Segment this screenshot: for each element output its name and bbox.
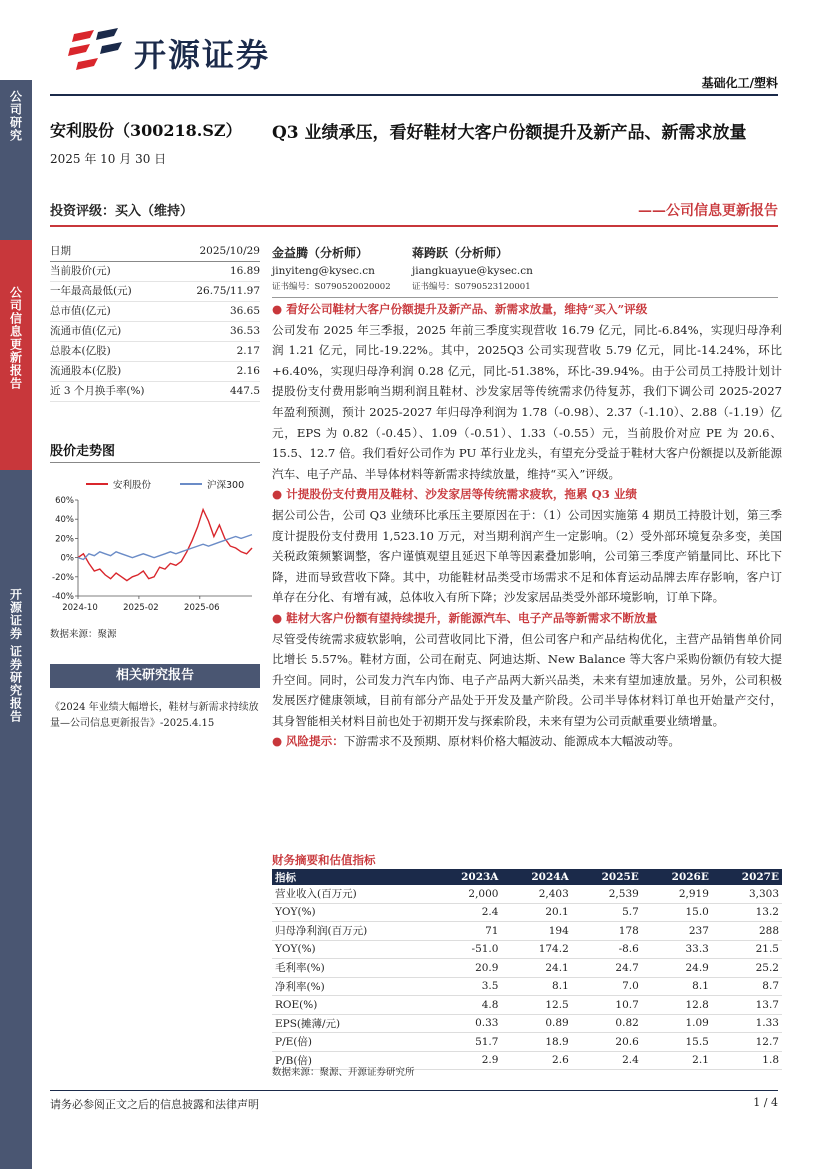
side-band-middle: 公司信息更新报告 <box>0 240 32 470</box>
analyst-1 <box>272 244 391 292</box>
table-cell: P/B(倍) <box>272 1051 431 1070</box>
table-row <box>272 1014 782 1033</box>
table-cell: 51.7 <box>431 1033 501 1052</box>
info-value: 447.5 <box>229 385 260 397</box>
series-line-沪深300 <box>78 535 252 560</box>
y-tick-label: -20% <box>52 572 74 583</box>
report-subtitle: ——公司信息更新报告 <box>638 203 778 219</box>
table-cell: 15.0 <box>642 903 712 922</box>
table-row <box>272 1033 782 1052</box>
industry-label: 基础化工/塑料 <box>701 76 778 90</box>
table-cell: 12.7 <box>712 1033 782 1052</box>
info-label: 当前股价(元) <box>50 265 111 277</box>
info-row <box>50 282 260 302</box>
info-row <box>50 322 260 342</box>
side-band-bottom: 开源证券 证券研究报告 <box>0 470 32 1169</box>
info-label: 一年最高最低(元) <box>50 285 132 297</box>
table-cell: 营业收入(百万元) <box>272 885 431 903</box>
section-heading: ● 鞋材大客户份额有望持续提升，新能源汽车、电子产品等新需求不断放量 <box>272 610 658 625</box>
table-row <box>272 996 782 1015</box>
table-cell: 净利率(%) <box>272 977 431 996</box>
table-cell: P/E(倍) <box>272 1033 431 1052</box>
financials-table <box>272 869 782 1070</box>
table-cell: 237 <box>642 922 712 941</box>
financials-title: 财务摘要和估值指标 <box>272 853 376 867</box>
table-cell: 3,303 <box>712 885 782 903</box>
analyst-divider <box>272 297 778 298</box>
table-cell: 178 <box>572 922 642 941</box>
table-cell: 8.7 <box>712 977 782 996</box>
header-divider <box>50 94 778 96</box>
info-label: 总市值(亿元) <box>50 305 111 317</box>
table-cell: 4.8 <box>431 996 501 1015</box>
table-cell: 24.9 <box>642 959 712 978</box>
table-cell: 2,919 <box>642 885 712 903</box>
table-cell: 2.9 <box>431 1051 501 1070</box>
info-label: 近 3 个月换手率(%) <box>50 385 145 397</box>
table-cell: 8.1 <box>642 977 712 996</box>
financials-source: 数据来源：聚源、开源证券研究所 <box>272 1067 415 1078</box>
table-cell: 24.1 <box>501 959 571 978</box>
table-row <box>272 903 782 922</box>
report-title: Q3 业绩承压，看好鞋材大客户份额提升及新产品、新需求放量 <box>272 123 747 143</box>
table-cell: 0.82 <box>572 1014 642 1033</box>
table-cell: 194 <box>501 922 571 941</box>
price-trend-chart <box>50 474 262 620</box>
table-cell: 12.5 <box>501 996 571 1015</box>
info-value: 2.16 <box>236 365 260 377</box>
legend-label: 沪深300 <box>207 480 245 491</box>
x-tick-label: 2025-02 <box>123 603 159 613</box>
table-cell: 1.8 <box>712 1051 782 1070</box>
table-cell: 2.1 <box>642 1051 712 1070</box>
footer-divider <box>50 1090 778 1091</box>
report-date: 2025 年 10 月 30 日 <box>50 152 167 166</box>
chart-source: 数据来源：聚源 <box>50 629 117 640</box>
page-number: 1 / 4 <box>753 1096 778 1109</box>
table-cell: 20.1 <box>501 903 571 922</box>
column-header: 2024A <box>501 869 571 885</box>
trend-title: 股价走势图 <box>50 444 116 459</box>
info-label: 总股本(亿股) <box>50 345 111 357</box>
table-cell: 33.3 <box>642 940 712 959</box>
y-tick-label: 20% <box>55 534 74 545</box>
column-header: 指标 <box>272 869 431 885</box>
y-tick-label: -40% <box>52 592 74 602</box>
analyst-cert: 证书编号：S0790520020002 <box>272 282 391 292</box>
legend-label: 安利股份 <box>113 480 152 491</box>
section-heading: ● 计提股份支付费用及鞋材、沙发家居等传统需求疲软，拖累 Q3 业绩 <box>272 487 638 502</box>
x-tick-label: 2024-10 <box>62 603 98 613</box>
y-tick-label: 0% <box>60 553 74 564</box>
logo-icon <box>68 28 126 72</box>
section-text: 公司发布 2025 年三季报，2025 年前三季度实现营收 16.79 亿元，同比-6.84%，实现归母净利润 1.21 亿元，同比-19.22%。其中，2025Q3 公司实现营收 5.79 亿元，同比-14.24%，环比+6.40%，实现归母净利润 0.28 亿元，同比-51.38%，环比-39.94%。由于公司员工持股计划计提股份支付费用影响当期利润且鞋材、沙发家居等传统需求仍待复苏，我们下调公司 2025-2027 年盈利预测，预计 2025-2027 年归母净利润为 1.78（-0.98）、2.37（-1.10）、2.88（-1.19）亿元，EPS 为 0.82（-0.45）、1.09（-0.51）、1.33（-0.55）元，当前股价对应 PE 为 20.6、15.5、12.7 倍。我们看好公司作为 PU 革行业龙头，有望充分受益于鞋材大客户份额提以及新能源汽车、电子产品、半导体材料等新需求持续放量，维持“买入”评级。 <box>272 322 782 481</box>
table-cell: 2,539 <box>572 885 642 903</box>
table-cell: 174.2 <box>501 940 571 959</box>
table-cell: -51.0 <box>431 940 501 959</box>
table-cell: -8.6 <box>572 940 642 959</box>
table-cell: EPS(摊薄/元) <box>272 1014 431 1033</box>
x-tick-label: 2025-06 <box>184 603 220 613</box>
table-cell: ROE(%) <box>272 996 431 1015</box>
related-report-item[interactable]: 《2024 年业绩大幅增长，鞋材与新需求持续放量—公司信息更新报告》-2025.4.15 <box>50 702 259 729</box>
table-row <box>272 959 782 978</box>
column-header: 2027E <box>712 869 782 885</box>
info-row <box>50 302 260 322</box>
info-label: 流通市值(亿元) <box>50 325 122 337</box>
table-cell: 12.8 <box>642 996 712 1015</box>
table-cell: 13.7 <box>712 996 782 1015</box>
risk-note: ● 风险提示：下游需求不及预期、原材料价格大幅波动、能源成本大幅波动等。 <box>272 734 681 749</box>
analyst-cert: 证书编号：S0790523120001 <box>412 282 531 292</box>
section-heading: ● 看好公司鞋材大客户份额提升及新产品、新需求放量，维持“买入”评级 <box>272 302 648 316</box>
table-cell: 毛利率(%) <box>272 959 431 978</box>
info-row <box>50 242 260 262</box>
investment-rating: 投资评级：买入（维持） <box>50 204 194 219</box>
table-cell: 2,000 <box>431 885 501 903</box>
y-tick-label: 60% <box>55 496 74 506</box>
analyst-name: 金益腾（分析师） <box>272 246 369 260</box>
table-cell: 10.7 <box>572 996 642 1015</box>
column-header: 2026E <box>642 869 712 885</box>
logo-text: 开源证券 <box>134 36 271 74</box>
column-header: 2025E <box>572 869 642 885</box>
section-text: 尽管受传统需求疲软影响，公司营收同比下滑，但公司客户和产品结构优化，主营产品销售单价同比增长 5.57%。鞋材方面，公司在耐克、阿迪达斯、New Balance 等大客户采购份额仍有较大提升空间。同时，公司发力汽车内饰、电子产品两大新兴品类，未来有望加速放量。另外，公司积极发展医疗健康领域，目前有部分产品处于开发及量产阶段。公司半导体材料订单也开始量产交付，其身智能相关材料目前也处于初期开发与探索阶段，未来有望为公司贡献重要业绩增量。 <box>272 631 782 728</box>
table-cell: 2,403 <box>501 885 571 903</box>
table-cell: 20.9 <box>431 959 501 978</box>
table-cell: 2.4 <box>431 903 501 922</box>
info-row <box>50 382 260 402</box>
info-row <box>50 362 260 382</box>
table-cell: 71 <box>431 922 501 941</box>
table-row <box>272 977 782 996</box>
section-text: 据公司公告，公司 Q3 业绩环比承压主要原因在于：（1）公司因实施第 4 期员工持股计划，第三季度计提股份支付费用 1,523.10 万元，对当期利润产生一定影响。（2）受外部环境复杂多变，美国关税政策频繁调整，客户谨慎观望且延迟下单等因素叠加影响，公司第三季度产销量同比、环比下降，进而导致营收下降。其中，功能鞋材品类受市场需求不足和体育运动品牌去库存影响，客户订单存在分化、有增有减，总体收入有所下降；沙发家居品类受外部环境影响，订单下降。 <box>272 507 782 605</box>
analyst-email[interactable]: jinyiteng@kysec.cn <box>272 265 375 277</box>
info-value: 26.75/11.97 <box>196 285 260 297</box>
table-cell: 288 <box>712 922 782 941</box>
table-cell: YOY(%) <box>272 940 431 959</box>
info-label: 流通股本(亿股) <box>50 365 122 377</box>
table-cell: 2.6 <box>501 1051 571 1070</box>
table-cell: 1.09 <box>642 1014 712 1033</box>
column-header: 2023A <box>431 869 501 885</box>
side-band-top: 公司研究 <box>0 80 32 240</box>
info-value: 16.89 <box>229 265 260 277</box>
related-reports-title: 相关研究报告 <box>50 664 260 688</box>
table-row <box>272 940 782 959</box>
table-cell: 5.7 <box>572 903 642 922</box>
info-row <box>50 342 260 362</box>
stock-name: 安利股份（300218.SZ） <box>50 121 242 140</box>
table-cell: 21.5 <box>712 940 782 959</box>
table-row <box>272 922 782 941</box>
table-cell: 20.6 <box>572 1033 642 1052</box>
table-cell: 24.7 <box>572 959 642 978</box>
table-cell: 18.9 <box>501 1033 571 1052</box>
table-cell: 0.89 <box>501 1014 571 1033</box>
trend-divider <box>50 462 260 463</box>
analyst-2 <box>412 244 533 292</box>
info-label: 日期 <box>50 245 71 257</box>
info-row <box>50 262 260 282</box>
info-value: 36.53 <box>229 325 260 337</box>
table-cell: 0.33 <box>431 1014 501 1033</box>
stock-info-table <box>50 242 260 402</box>
table-cell: 15.5 <box>642 1033 712 1052</box>
table-cell: 3.5 <box>431 977 501 996</box>
table-cell: 25.2 <box>712 959 782 978</box>
analyst-name: 蒋跨跃（分析师） <box>412 246 509 260</box>
title-divider <box>50 225 778 227</box>
info-value: 2.17 <box>236 345 260 357</box>
table-cell: 7.0 <box>572 977 642 996</box>
table-row <box>272 885 782 903</box>
info-value: 36.65 <box>229 305 260 317</box>
report-body <box>272 299 782 752</box>
footer-disclaimer: 请务必参阅正文之后的信息披露和法律声明 <box>50 1098 259 1111</box>
table-cell: 1.33 <box>712 1014 782 1033</box>
info-value: 2025/10/29 <box>199 245 260 257</box>
y-tick-label: 40% <box>55 515 74 526</box>
table-cell: 8.1 <box>501 977 571 996</box>
series-line-安利股份 <box>78 510 252 581</box>
table-cell: 2.4 <box>572 1051 642 1070</box>
table-cell: YOY(%) <box>272 903 431 922</box>
table-cell: 归母净利润(百万元) <box>272 922 431 941</box>
table-cell: 13.2 <box>712 903 782 922</box>
analyst-email[interactable]: jiangkuayue@kysec.cn <box>412 265 533 277</box>
